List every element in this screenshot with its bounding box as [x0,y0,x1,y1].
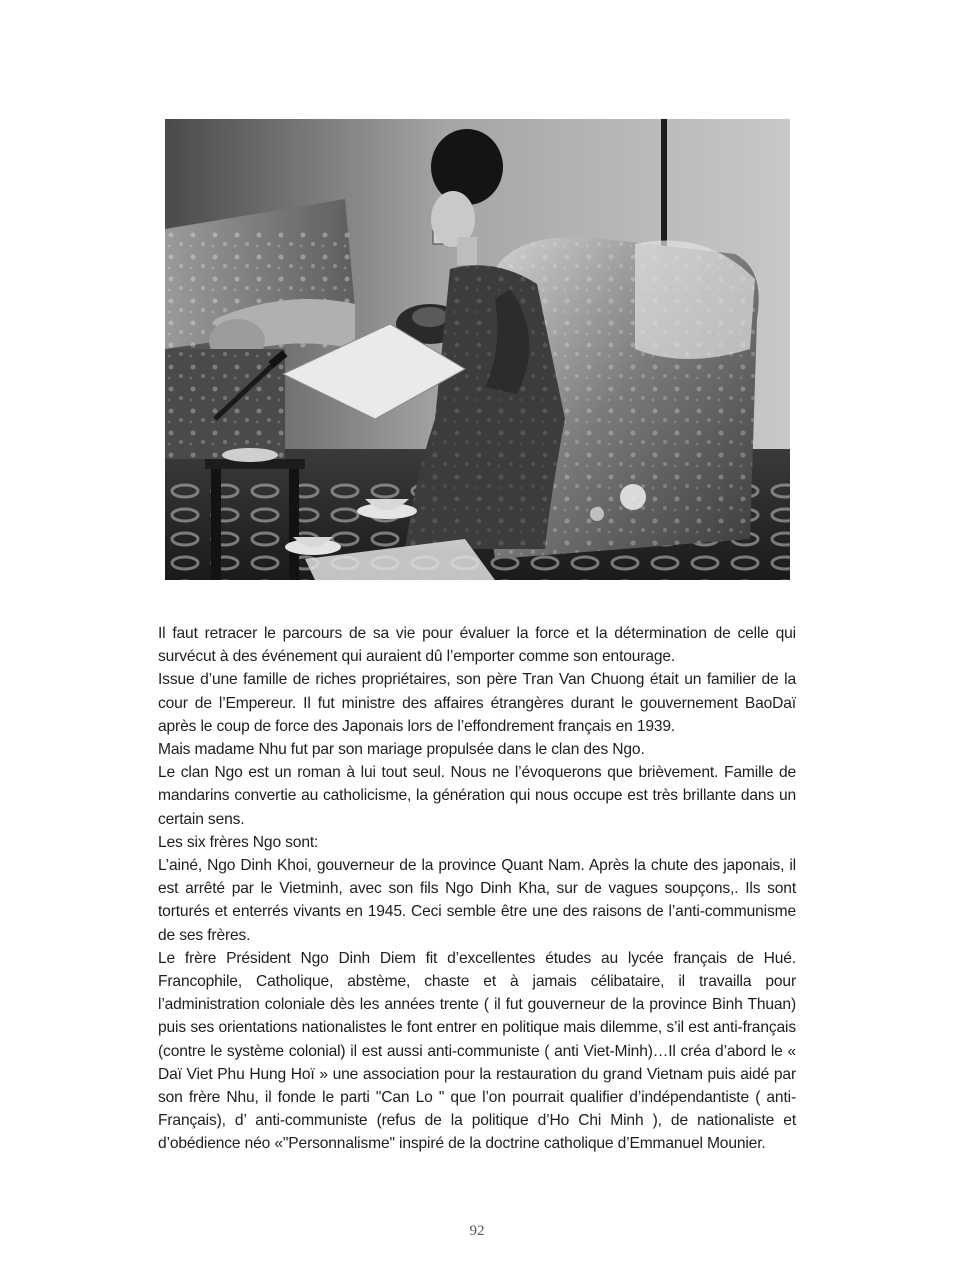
photograph-illustration [165,119,790,580]
page-number: 92 [469,1223,485,1239]
body-text [158,622,796,1156]
paragraph: Les six frères Ngo sont: [158,833,319,851]
paragraph: Il faut retracer le parcours de sa vie pour évaluer la force et la détermination de celle qui survécut à des événement qui auraient dû l’emporter comme son entourage. [158,625,796,666]
photograph [165,119,790,580]
paragraph: L’ainé, Ngo Dinh Khoi, gouverneur de la province Quant Nam. Après la chute des japonais, il est arrêté par le Vietminh, avec son fils Ngo Dinh Kha, sur de vagues soupçons,. Ils sont torturés et enterrés vivants en 1945. Ceci semble être une des raisons de l’anti-communisme de ses frères. [158,857,796,944]
paragraph: Le frère Président Ngo Dinh Diem fit d’excellentes études au lycée français de Hué. Francophile, Catholique, abstème, chaste et à jamais célibataire, il travailla pour l’administration coloniale dès les années trente ( il fut gouverneur de la province Binh Thuan) puis ses orientations nationalistes le font entrer en politique mais dilemme, s’il est anti-français (contre le système colonial) il est aussi anti-communiste ( anti Viet-Minh)…Il créa d’abord le « Daï Viet Phu Hung Hoï » une association pour la restauration du grand Vietnam puis aidé par son frère Nhu, il fonde le parti "Can Lo " que l’on pourrait qualifier d’indépendantiste ( anti-Français), d’ anti-communiste (refus de la politique d’Ho Chi Minh ), de nationaliste et d’obédience néo «"Personnalisme" inspiré de la doctrine catholique d’Emmanuel Mounier. [158,949,796,1153]
paragraph: Issue d’une famille de riches propriétaires, son père Tran Van Chuong était un familier de la cour de l’Empereur. Il fut ministre des affaires étrangères durant le gouvernement BaoDaï après le coup de force des Japonais lors de l’effondrement français en 1939. [158,671,796,735]
paragraph: Le clan Ngo est un roman à lui tout seul. Nous ne l’évoquerons que brièvement. Famille de mandarins convertie au catholicisme, la génération qui nous occupe est très brillante dans un certain sens. [158,764,796,828]
paragraph: Mais madame Nhu fut par son mariage propulsée dans le clan des Ngo. [158,741,645,759]
